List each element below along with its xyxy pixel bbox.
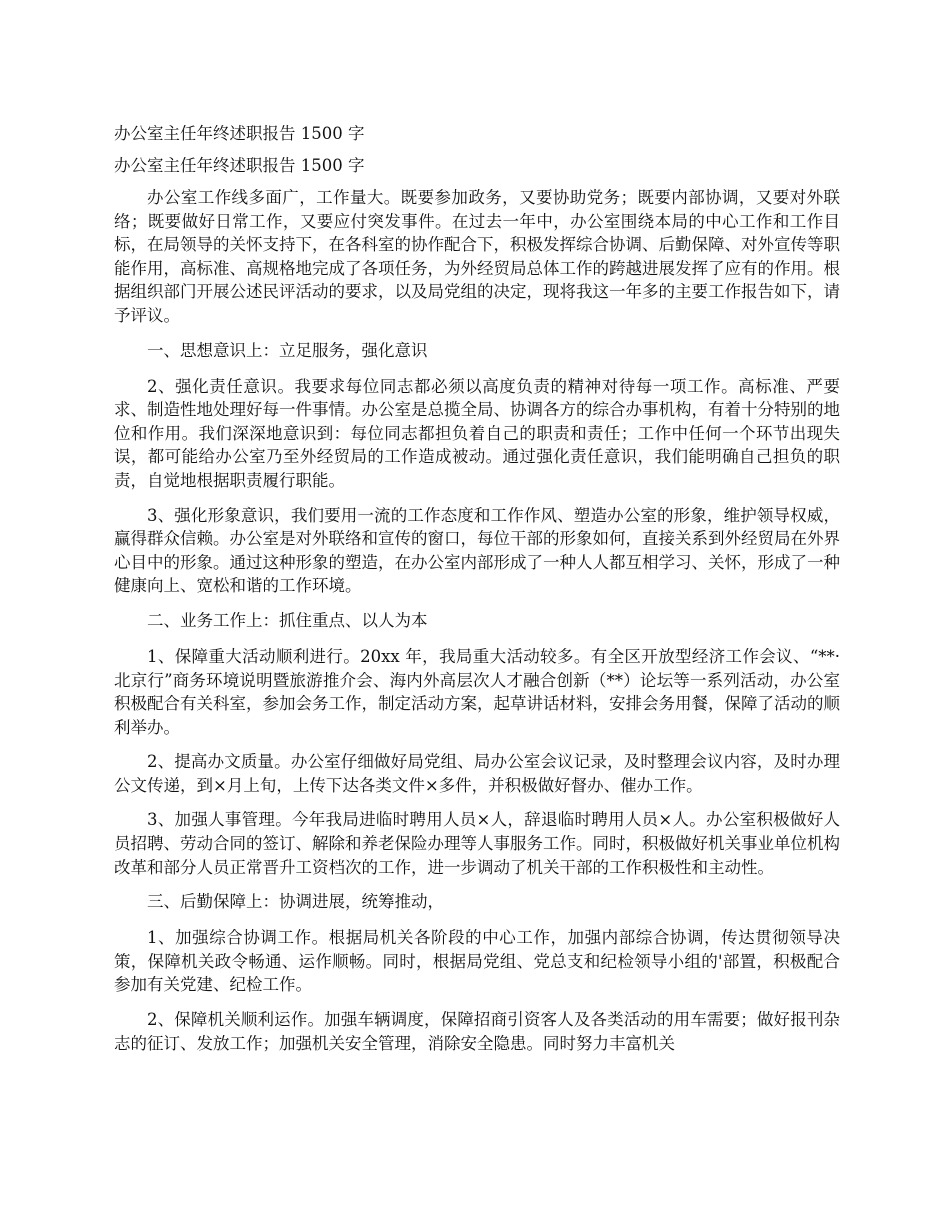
section-heading-2: 二、业务工作上：抓住重点、以人为本 [147, 610, 428, 630]
document-title: 办公室主任年终述职报告 1500 字 [114, 124, 365, 143]
paragraph-image: 3、强化形象意识，我们要用一流的工作态度和工作作风、塑造办公室的形象，维护领导权威，赢得群众信赖。办公室是对外联络和宣传的窗口，每位干部的形象如何，直接关系到外经贸局在外界心目中的形象。通过这种形象的塑造，在办公室内部形成了一种人人都互相学习、关怀，形成了一种健康向上、宽松和谐的工作环境。 [114, 505, 840, 596]
paragraph-operations: 2、保障机关顺利运作。加强车辆调度，保障招商引资客人及各类活动的用车需要；做好报刊杂志的征订、发放工作；加强机关安全管理，消除安全隐患。同时努力丰富机关 [114, 1010, 840, 1053]
paragraph-responsibility: 2、强化责任意识。我要求每位同志都必须以高度负责的精神对待每一项工作。高标准、严要求、制造性地处理好每一件事情。办公室是总揽全局、协调各方的综合办事机构，有着十分特别的地位和作用。我们深深地意识到：每位同志都担负着自己的职责和责任；工作中任何一个环节出现失误，都可能给办公室乃至外经贸局的工作造成被动。通过强化责任意识，我们能明确自己担负的职责，自觉地根据职责履行职能。 [114, 376, 840, 490]
paragraph-coordination: 1、加强综合协调工作。根据局机关各阶段的中心工作，加强内部综合协调，传达贯彻领导决策，保障机关政令畅通、运作顺畅。同时，根据局党组、党总支和纪检领导小组的'部置，积极配合参加有关党建、纪检工作。 [114, 928, 840, 995]
paragraph-personnel: 3、加强人事管理。今年我局进临时聘用人员×人，辞退临时聘用人员×人。办公室积极做好人员招聘、劳动合同的签订、解除和养老保险办理等人事服务工作。同时，积极做好机关事业单位机构改革和部分人员正常晋升工资档次的工作，进一步调动了机关干部的工作积极性和主动性。 [114, 810, 840, 877]
paragraph-major-events: 1、保障重大活动顺利进行。20xx 年，我局重大活动较多。有全区开放型经济工作会议、“**·北京行”商务环境说明暨旅游推介会、海内外高层次人才融合创新（**）论坛等一系列活动，办公室积极配合有关科室，参加会务工作，制定活动方案，起草讲话材料，安排会务用餐，保障了活动的顺利举办。 [114, 646, 840, 737]
section-heading-3: 三、后勤保障上：协调进展，统筹推动， [147, 892, 444, 912]
document-page [114, 122, 840, 1066]
paragraph-document-quality: 2、提高办文质量。办公室仔细做好局党组、局办公室会议记录，及时整理会议内容，及时办理公文传递，到×月上旬，上传下达各类文件×多件，并积极做好督办、催办工作。 [114, 752, 840, 795]
document-subtitle: 办公室主任年终述职报告 1500 字 [114, 156, 365, 175]
section-heading-1: 一、思想意识上：立足服务，强化意识 [147, 340, 428, 360]
intro-paragraph: 办公室工作线多面广，工作量大。既要参加政务，又要协助党务；既要内部协调，又要对外联络；既要做好日常工作，又要应付突发事件。在过去一年中，办公室围绕本局的中心工作和工作目标，在局领导的关怀支持下，在各科室的协作配合下，积极发挥综合协调、后勤保障、对外宣传等职能作用，高标准、高规格地完成了各项任务，为外经贸局总体工作的跨越进展发挥了应有的作用。根据组织部门开展公述民评活动的要求，以及局党组的决定，现将我这一年多的主要工作报告如下，请予评议。 [114, 188, 840, 325]
